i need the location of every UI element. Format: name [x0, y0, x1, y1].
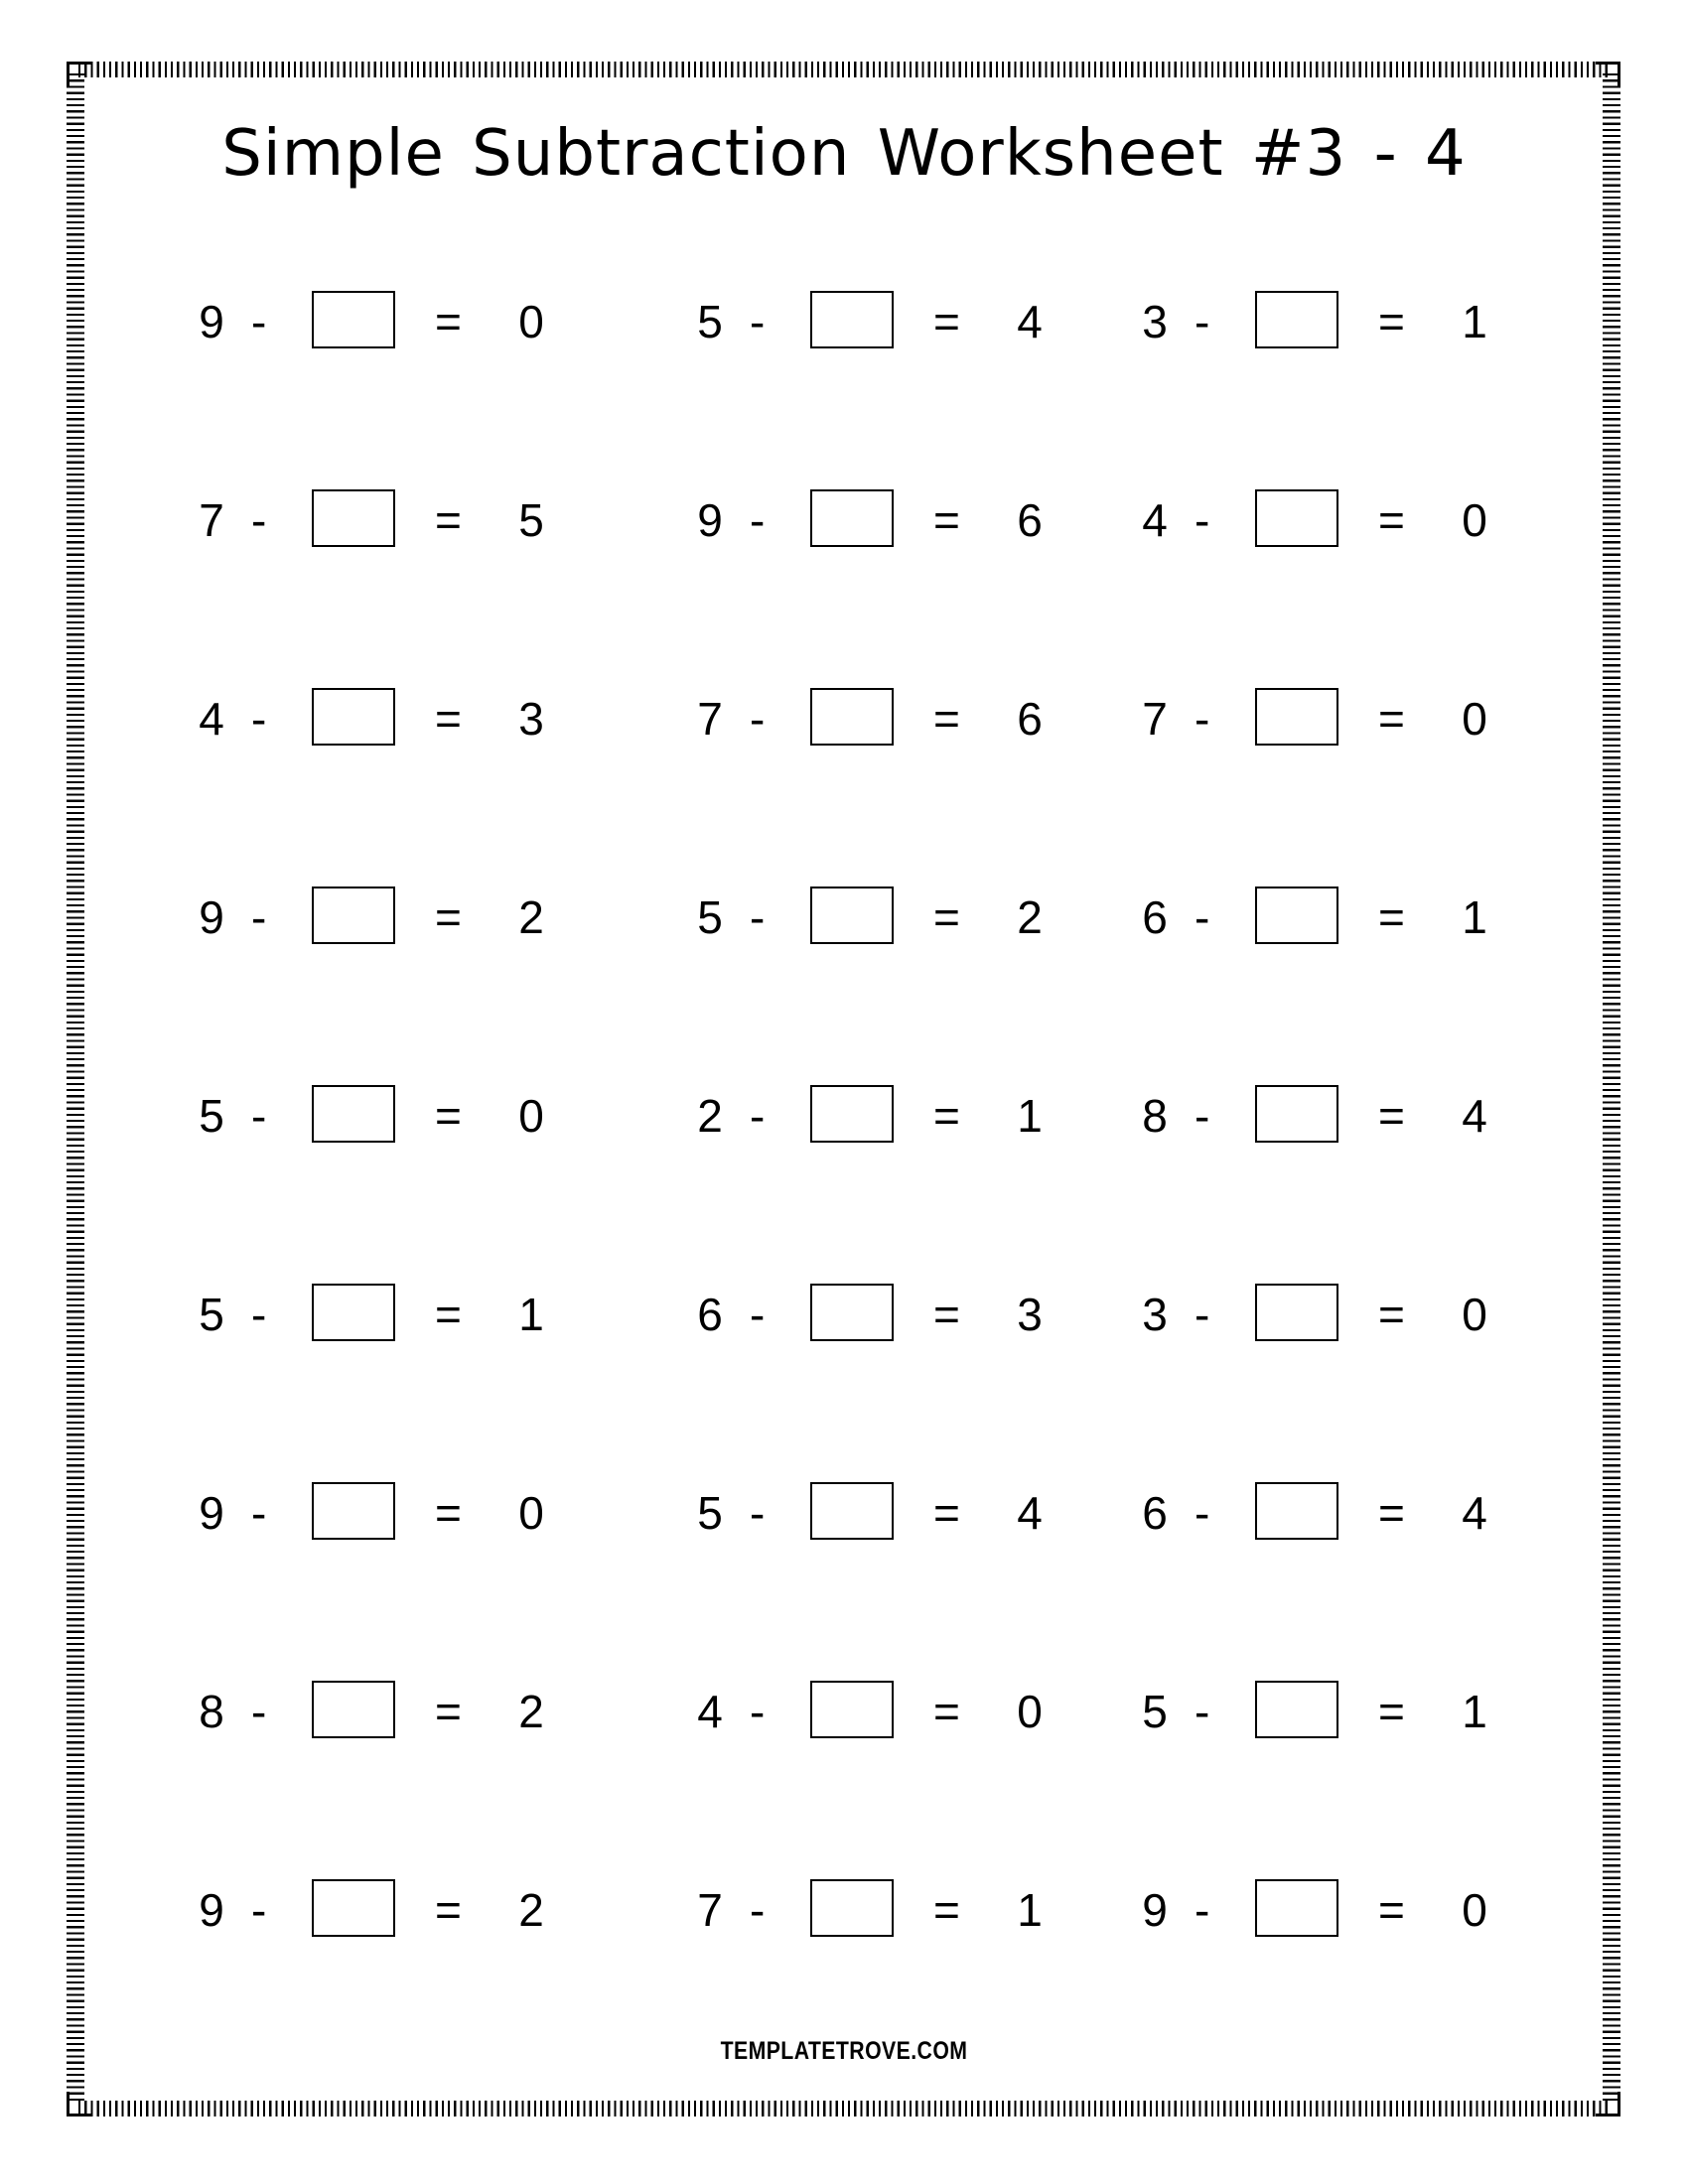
- subtraction-problem: [197, 1879, 695, 1941]
- equals-sign: =: [933, 1289, 960, 1340]
- result: 5: [518, 494, 544, 546]
- subtraction-problem: [197, 1681, 695, 1742]
- equals-sign: =: [1378, 1289, 1405, 1340]
- minus-sign: -: [1195, 494, 1210, 546]
- minus-sign: -: [1195, 1090, 1210, 1142]
- subtraction-problem: [695, 1284, 1140, 1345]
- minuend: 9: [199, 1884, 224, 1936]
- answer-box[interactable]: [312, 1284, 395, 1341]
- subtraction-problem: [695, 489, 1140, 551]
- equals-sign: =: [1378, 693, 1405, 745]
- footer-site-name: TEMPLATETROVE.COM: [720, 2037, 968, 2065]
- minuend: 7: [1142, 693, 1168, 745]
- minus-sign: -: [750, 1289, 766, 1340]
- minuend: 3: [1142, 296, 1168, 347]
- answer-box[interactable]: [810, 1681, 894, 1738]
- minuend: 6: [1142, 1487, 1168, 1539]
- minus-sign: -: [251, 1289, 267, 1340]
- border-corner-top-right: [1596, 62, 1620, 86]
- minus-sign: -: [750, 1090, 766, 1142]
- minuend: 8: [199, 1686, 224, 1737]
- minus-sign: -: [750, 1487, 766, 1539]
- result: 0: [1462, 494, 1487, 546]
- subtraction-problem: [197, 1085, 695, 1147]
- equals-sign: =: [435, 891, 462, 943]
- minuend: 4: [697, 1686, 723, 1737]
- answer-box[interactable]: [1255, 1879, 1338, 1937]
- minus-sign: -: [251, 1884, 267, 1936]
- answer-box[interactable]: [1255, 489, 1338, 547]
- border-left: [67, 73, 84, 2105]
- subtraction-problem: [695, 1085, 1140, 1147]
- minus-sign: -: [251, 1487, 267, 1539]
- minus-sign: -: [1195, 1289, 1210, 1340]
- answer-box[interactable]: [1255, 1085, 1338, 1143]
- equals-sign: =: [933, 1884, 960, 1936]
- minuend: 5: [1142, 1686, 1168, 1737]
- minus-sign: -: [1195, 1487, 1210, 1539]
- minuend: 6: [1142, 891, 1168, 943]
- result: 0: [1462, 1884, 1487, 1936]
- result: 1: [1462, 296, 1487, 347]
- subtraction-problem: [695, 1681, 1140, 1742]
- equals-sign: =: [1378, 1090, 1405, 1142]
- minus-sign: -: [251, 891, 267, 943]
- equals-sign: =: [435, 1884, 462, 1936]
- equals-sign: =: [933, 1686, 960, 1737]
- subtraction-problem: [1140, 1085, 1507, 1147]
- answer-box[interactable]: [312, 1085, 395, 1143]
- minuend: 3: [1142, 1289, 1168, 1340]
- subtraction-problem: [197, 1284, 695, 1345]
- minus-sign: -: [750, 1686, 766, 1737]
- minuend: 8: [1142, 1090, 1168, 1142]
- answer-box[interactable]: [1255, 688, 1338, 746]
- subtraction-problem: [1140, 1879, 1507, 1941]
- result: 1: [1017, 1090, 1043, 1142]
- page-title: Simple Subtraction Worksheet #3 - 4: [221, 117, 1467, 191]
- border-top: [78, 62, 1609, 77]
- equals-sign: =: [933, 1090, 960, 1142]
- result: 0: [1017, 1686, 1043, 1737]
- subtraction-problem: [1140, 1284, 1507, 1345]
- answer-box[interactable]: [312, 291, 395, 348]
- equals-sign: =: [933, 1487, 960, 1539]
- minus-sign: -: [251, 1686, 267, 1737]
- result: 4: [1462, 1487, 1487, 1539]
- answer-box[interactable]: [1255, 1681, 1338, 1738]
- border-right: [1603, 73, 1620, 2105]
- result: 1: [518, 1289, 544, 1340]
- minuend: 5: [697, 1487, 723, 1539]
- answer-box[interactable]: [312, 1879, 395, 1937]
- border-bottom: [78, 2101, 1609, 2116]
- equals-sign: =: [435, 494, 462, 546]
- answer-box[interactable]: [810, 887, 894, 944]
- result: 0: [518, 1487, 544, 1539]
- result: 0: [1462, 1289, 1487, 1340]
- result: 6: [1017, 693, 1043, 745]
- subtraction-problem: [1140, 1482, 1507, 1544]
- result: 0: [518, 1090, 544, 1142]
- equals-sign: =: [435, 693, 462, 745]
- minuend: 2: [697, 1090, 723, 1142]
- result: 1: [1462, 1686, 1487, 1737]
- minuend: 5: [199, 1090, 224, 1142]
- subtraction-problem: [197, 1482, 695, 1544]
- equals-sign: =: [1378, 1686, 1405, 1737]
- answer-box[interactable]: [810, 1284, 894, 1341]
- answer-box[interactable]: [312, 688, 395, 746]
- answer-box[interactable]: [1255, 1284, 1338, 1341]
- minus-sign: -: [251, 296, 267, 347]
- minuend: 6: [697, 1289, 723, 1340]
- answer-box[interactable]: [810, 489, 894, 547]
- border-corner-bottom-left: [67, 2092, 91, 2116]
- minus-sign: -: [1195, 296, 1210, 347]
- result: 6: [1017, 494, 1043, 546]
- minus-sign: -: [1195, 1884, 1210, 1936]
- subtraction-problem: [695, 1482, 1140, 1544]
- minus-sign: -: [251, 693, 267, 745]
- problem-grid: [197, 291, 1507, 2078]
- answer-box[interactable]: [1255, 887, 1338, 944]
- subtraction-problem: [197, 887, 695, 948]
- minus-sign: -: [750, 1884, 766, 1936]
- minuend: 7: [697, 1884, 723, 1936]
- result: 0: [1462, 693, 1487, 745]
- border-corner-bottom-right: [1596, 2092, 1620, 2116]
- minus-sign: -: [750, 494, 766, 546]
- equals-sign: =: [1378, 1487, 1405, 1539]
- minus-sign: -: [1195, 693, 1210, 745]
- equals-sign: =: [1378, 296, 1405, 347]
- equals-sign: =: [435, 1686, 462, 1737]
- result: 2: [518, 1884, 544, 1936]
- subtraction-problem: [1140, 1681, 1507, 1742]
- minus-sign: -: [251, 494, 267, 546]
- equals-sign: =: [1378, 494, 1405, 546]
- equals-sign: =: [1378, 1884, 1405, 1936]
- equals-sign: =: [1378, 891, 1405, 943]
- answer-box[interactable]: [312, 887, 395, 944]
- subtraction-problem: [197, 688, 695, 750]
- minuend: 4: [1142, 494, 1168, 546]
- answer-box[interactable]: [312, 1681, 395, 1738]
- answer-box[interactable]: [312, 489, 395, 547]
- minus-sign: -: [1195, 891, 1210, 943]
- equals-sign: =: [933, 891, 960, 943]
- subtraction-problem: [695, 887, 1140, 948]
- result: 1: [1017, 1884, 1043, 1936]
- equals-sign: =: [435, 296, 462, 347]
- subtraction-problem: [197, 291, 695, 352]
- equals-sign: =: [435, 1090, 462, 1142]
- subtraction-problem: [197, 489, 695, 551]
- result: 4: [1017, 296, 1043, 347]
- minus-sign: -: [750, 891, 766, 943]
- answer-box[interactable]: [810, 688, 894, 746]
- subtraction-problem: [1140, 489, 1507, 551]
- minuend: 4: [199, 693, 224, 745]
- result: 4: [1017, 1487, 1043, 1539]
- result: 0: [518, 296, 544, 347]
- equals-sign: =: [435, 1487, 462, 1539]
- result: 3: [1017, 1289, 1043, 1340]
- minuend: 9: [199, 891, 224, 943]
- subtraction-problem: [1140, 291, 1507, 352]
- minuend: 9: [199, 1487, 224, 1539]
- result: 2: [518, 891, 544, 943]
- minus-sign: -: [1195, 1686, 1210, 1737]
- answer-box[interactable]: [810, 1879, 894, 1937]
- minuend: 7: [697, 693, 723, 745]
- answer-box[interactable]: [1255, 291, 1338, 348]
- minuend: 9: [697, 494, 723, 546]
- equals-sign: =: [933, 296, 960, 347]
- minuend: 7: [199, 494, 224, 546]
- minuend: 9: [199, 296, 224, 347]
- result: 1: [1462, 891, 1487, 943]
- result: 2: [518, 1686, 544, 1737]
- answer-box[interactable]: [810, 1085, 894, 1143]
- equals-sign: =: [933, 693, 960, 745]
- minuend: 5: [199, 1289, 224, 1340]
- answer-box[interactable]: [1255, 1482, 1338, 1540]
- answer-box[interactable]: [810, 291, 894, 348]
- minuend: 5: [697, 296, 723, 347]
- minuend: 9: [1142, 1884, 1168, 1936]
- answer-box[interactable]: [312, 1482, 395, 1540]
- minuend: 5: [697, 891, 723, 943]
- subtraction-problem: [695, 1879, 1140, 1941]
- minus-sign: -: [251, 1090, 267, 1142]
- subtraction-problem: [695, 291, 1140, 352]
- result: 3: [518, 693, 544, 745]
- answer-box[interactable]: [810, 1482, 894, 1540]
- minus-sign: -: [750, 693, 766, 745]
- subtraction-problem: [695, 688, 1140, 750]
- subtraction-problem: [1140, 688, 1507, 750]
- equals-sign: =: [435, 1289, 462, 1340]
- result: 4: [1462, 1090, 1487, 1142]
- border-corner-top-left: [67, 62, 91, 86]
- subtraction-problem: [1140, 887, 1507, 948]
- equals-sign: =: [933, 494, 960, 546]
- minus-sign: -: [750, 296, 766, 347]
- result: 2: [1017, 891, 1043, 943]
